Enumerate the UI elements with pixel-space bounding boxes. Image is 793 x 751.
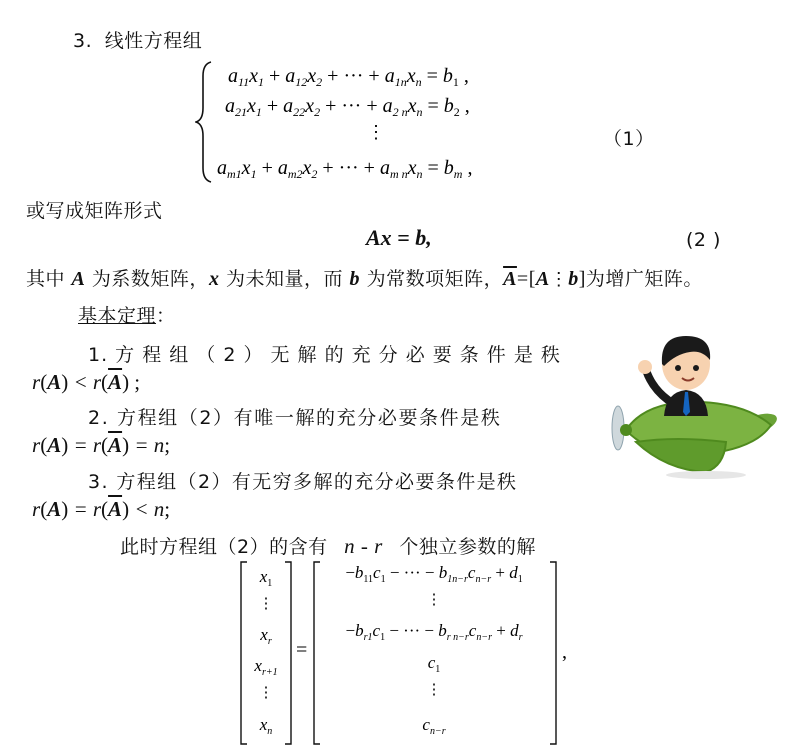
equation-system [195,58,555,186]
system-row-1: $a_{11}x_1 + a_{12}x_2$ + ··· + $a_{1n}x_n = b_1$ , [228,65,469,89]
matrix-equation: Ax = b, [366,225,432,250]
sol-vdots-2: ⋮ [426,682,442,698]
matrix-explanation: 其中 A 为系数矩阵，x 为未知量，而 b 为常数项矩阵，$\overline{A}=[A⋮b]$为增广矩阵。 [26,268,703,290]
sol-c1: $c_1$ [427,653,441,675]
theorem-item-1-formula: $r(A) < r(\overline{A})$ ; [32,370,141,394]
sol-row-1: $-b_{11}c_1$ − ··· − $b_{1n-r}c_{n-r} + d_1$ [345,563,523,585]
left-vector-right-bracket [285,562,291,744]
sol-row-r: $-b_{r1}c_1$ − ··· − $b_{r n-r}c_{n-r} + d_r$ [345,621,523,643]
theorem-item-2-formula: $r(A) = r(\overline{A}) = n$; [32,433,171,457]
equals-sign: = [296,639,308,661]
solution-intro [120,532,536,559]
matrix-form-intro: 或写成矩阵形式 [26,200,163,222]
vec-xr1: $x_{r+1}$ [254,656,278,678]
trailing-comma: , [562,641,567,663]
sol-vdots-1: ⋮ [426,592,442,608]
theorem-heading [78,301,176,328]
pilot-eye-right [693,365,699,371]
plane-shadow [666,471,746,479]
theorem-item-1-text: 1. 方 程 组 （ 2 ） 无 解 的 充 分 必 要 条 件 是 秩 [88,344,561,366]
section-title: 线性方程组 [104,30,203,52]
pilot-hand [638,360,652,374]
left-vector-left-bracket [241,562,247,744]
system-row-m: $a_{m1}x_1 + a_{m2}x_2$ + ··· + $a_{m n}x_n = b_m$ , [217,157,473,181]
vec-x1: $x_1$ [259,567,273,589]
solution-intro-before: 此时方程组（2）的含有 [120,536,328,558]
left-brace [196,62,211,182]
theorem-title: 基本定理 [78,305,157,327]
plane-nose [620,424,632,436]
vec-vdots-2: ⋮ [258,685,274,701]
pilot-airplane-illustration [606,330,788,480]
solution-intro-expr: n - r [344,534,383,558]
equation-number-2: (2 ) [686,229,721,251]
vec-vdots-1: ⋮ [258,596,274,612]
right-vector-left-bracket [314,562,320,744]
pilot-eye-left [675,365,681,371]
theorem-item-3-text: 3. 方程组（2）有无穷多解的充分必要条件是秩 [88,471,518,493]
theorem-item-2-text: 2. 方程组（2）有唯一解的充分必要条件是秩 [88,407,502,429]
right-vector-right-bracket [550,562,556,744]
system-vdots: ⋮ [367,122,385,142]
section-heading [73,26,202,53]
equation-number-1: （1） [603,128,655,150]
sol-cn-r: $c_{n-r}$ [422,715,446,737]
system-row-2: $a_{21}x_1 + a_{22}x_2$ + ··· + $a_{2 n}x_n = b_2$ , [225,95,470,119]
solution-intro-after: 个独立参数的解 [399,536,536,558]
plane-front-wing [636,439,726,472]
section-number: 3. [73,30,93,52]
solution-vector-equation [236,560,586,748]
vec-xr: $x_r$ [260,625,272,647]
theorem-item-3-formula: $r(A) = r(\overline{A}) < n$; [32,497,171,521]
theorem-colon: ： [156,305,176,327]
vec-xn: $x_n$ [259,715,273,737]
